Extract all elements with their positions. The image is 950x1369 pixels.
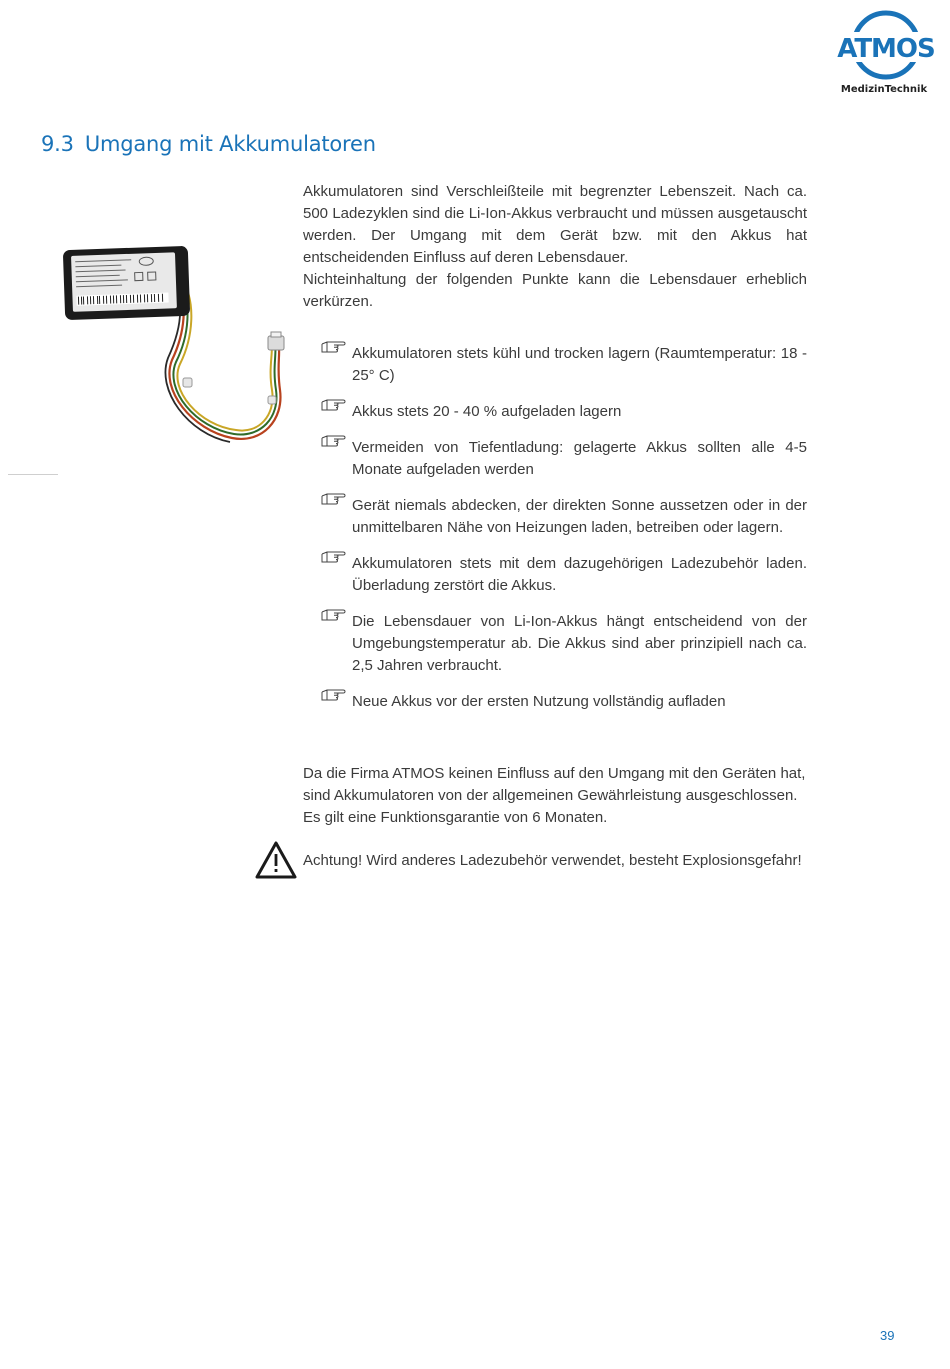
intro-text [303, 181, 807, 313]
pointing-hand-icon [321, 340, 347, 354]
warranty-note: Da die Firma ATMOS keinen Einfluss auf den Umgang mit den Geräten hat, sind Akkumulatoren von der allgemeinen Gewährleistung ausgeschlossen. Es gilt eine Funktionsgarantie von 6 Monaten. [303, 765, 806, 826]
intro-paragraph-2: Nichteinhaltung der folgenden Punkte kann die Lebensdauer erheblich verkürzen. [303, 271, 807, 310]
list-item [303, 343, 807, 387]
pointing-hand-icon [321, 398, 347, 412]
care-instructions-list [303, 343, 807, 727]
list-item-text: Akkumulatoren stets mit dem dazugehörigen Ladezubehör laden. Überladung zerstört die Akkus. [352, 555, 807, 594]
page-number: 39 [880, 1328, 895, 1343]
list-item-text: Akkus stets 20 - 40 % aufgeladen lagern [352, 403, 622, 420]
list-item-text: Vermeiden von Tiefentladung: gelagerte Akkus sollten alle 4-5 Monate aufgeladen werden [352, 439, 807, 478]
list-item-text: Akkumulatoren stets kühl und trocken lagern (Raumtemperatur: 18 - 25° C) [352, 345, 807, 384]
list-item [303, 553, 807, 597]
pointing-hand-icon [321, 550, 347, 564]
warning-triangle-icon [255, 840, 297, 880]
list-item-text: Neue Akkus vor der ersten Nutzung vollständig aufladen [352, 693, 726, 710]
margin-rule [8, 474, 58, 475]
pointing-hand-icon [321, 434, 347, 448]
list-item [303, 691, 807, 713]
battery-pack-image [62, 240, 302, 445]
section-title [41, 132, 376, 156]
section-title-text: Umgang mit Akkumulatoren [84, 132, 376, 156]
pointing-hand-icon [321, 608, 347, 622]
list-item [303, 401, 807, 423]
section-number: 9.3 [41, 132, 74, 156]
atmos-logo [836, 10, 936, 100]
pointing-hand-icon [321, 688, 347, 702]
warning-text: Achtung! Wird anderes Ladezubehör verwendet, besteht Explosionsgefahr! [303, 852, 802, 869]
list-item-text: Die Lebensdauer von Li-Ion-Akkus hängt entscheidend von der Umgebungstemperatur ab. Die Akkus sind aber prinzipiell nach ca. 2,5 Jahren verbraucht. [352, 613, 807, 674]
intro-paragraph-1: Akkumulatoren sind Verschleißteile mit begrenzter Lebenszeit. Nach ca. 500 Ladezyklen sind die Li-Ion-Akkus verbraucht und müssen ausgetauscht werden. Der Umgang mit dem Gerät bzw. mit den Akkus hat entscheidenden Einfluss auf deren Lebensdauer. [303, 183, 807, 266]
list-item [303, 611, 807, 677]
list-item-text: Gerät niemals abdecken, der direkten Sonne aussetzen oder in der unmittelbaren Nähe von Heizungen laden, betreiben oder lagern. [352, 497, 807, 536]
logo-brand-name: ATMOS [837, 34, 935, 64]
pointing-hand-icon [321, 492, 347, 506]
list-item [303, 437, 807, 481]
list-item [303, 495, 807, 539]
logo-brand-sub: MedizinTechnik [840, 84, 928, 95]
warning-notice [255, 840, 815, 882]
